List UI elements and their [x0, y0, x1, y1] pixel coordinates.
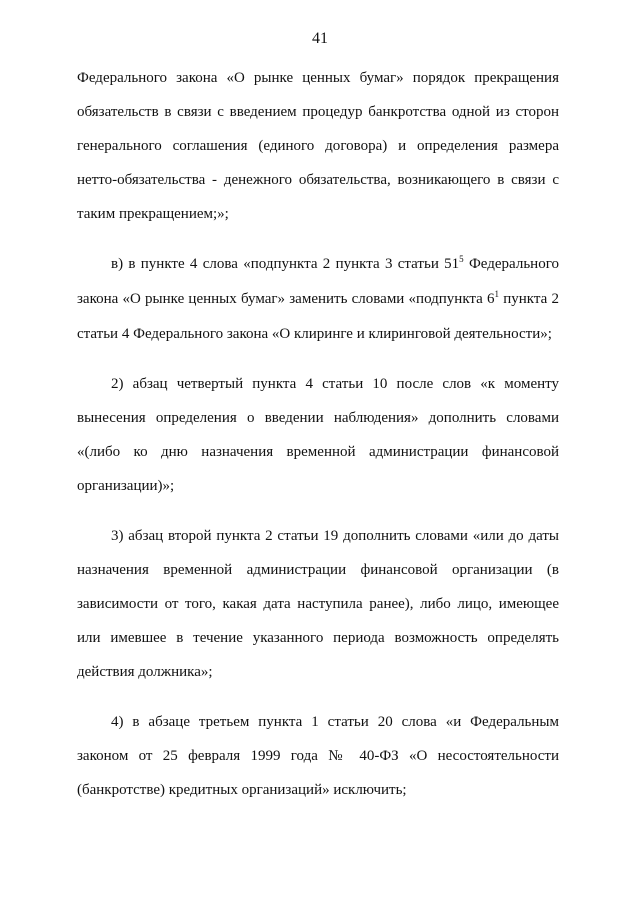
paragraph-item-3: 3) абзац второй пункта 2 статьи 19 дополнить словами «или до даты назначения временной администрации финансовой организации (в зависимости от того, какая дата наступила ранее), либо лицо, имеющее или имевшее в течение указанного периода возможность определять действия должника»; — [77, 528, 559, 680]
paragraph-item-4: 4) в абзаце третьем пункта 1 статьи 20 слова «и Федеральным законом от 25 февраля 1999 года № 40-ФЗ «О несостоятельности (банкротстве) кредитных организаций» исключить; — [77, 714, 559, 798]
paragraph-text-part: Федерального закона «О рынке ценных бумаг» заменить словами «подпункта 6 — [77, 256, 559, 307]
page-number: 41 — [312, 30, 328, 47]
superscript: 1 — [494, 289, 500, 299]
document-body — [77, 61, 559, 823]
paragraph-item-v — [77, 247, 559, 351]
superscript: 5 — [459, 254, 464, 264]
paragraph-continuation: Федерального закона «О рынке ценных бумаг» порядок прекращения обязательств в связи с введением процедур банкротства одной из сторон генерального соглашения (единого договора) и определения размера нетто-обязательства - денежного обязательства, возникающего в связи с таким прекращением;»; — [77, 70, 559, 222]
paragraph-text-part: пункта 2 статьи 4 Федерального закона «О клиринге и клиринговой деятельности»; — [77, 291, 559, 342]
paragraph-item-2: 2) абзац четвертый пункта 4 статьи 10 после слов «к моменту вынесения определения о введении наблюдения» дополнить словами «(либо ко дню назначения временной администрации финансовой организации)»; — [77, 376, 559, 494]
paragraph-text-part: в) в пункте 4 слова «подпункта 2 пункта 3 статьи 51 — [111, 256, 460, 272]
